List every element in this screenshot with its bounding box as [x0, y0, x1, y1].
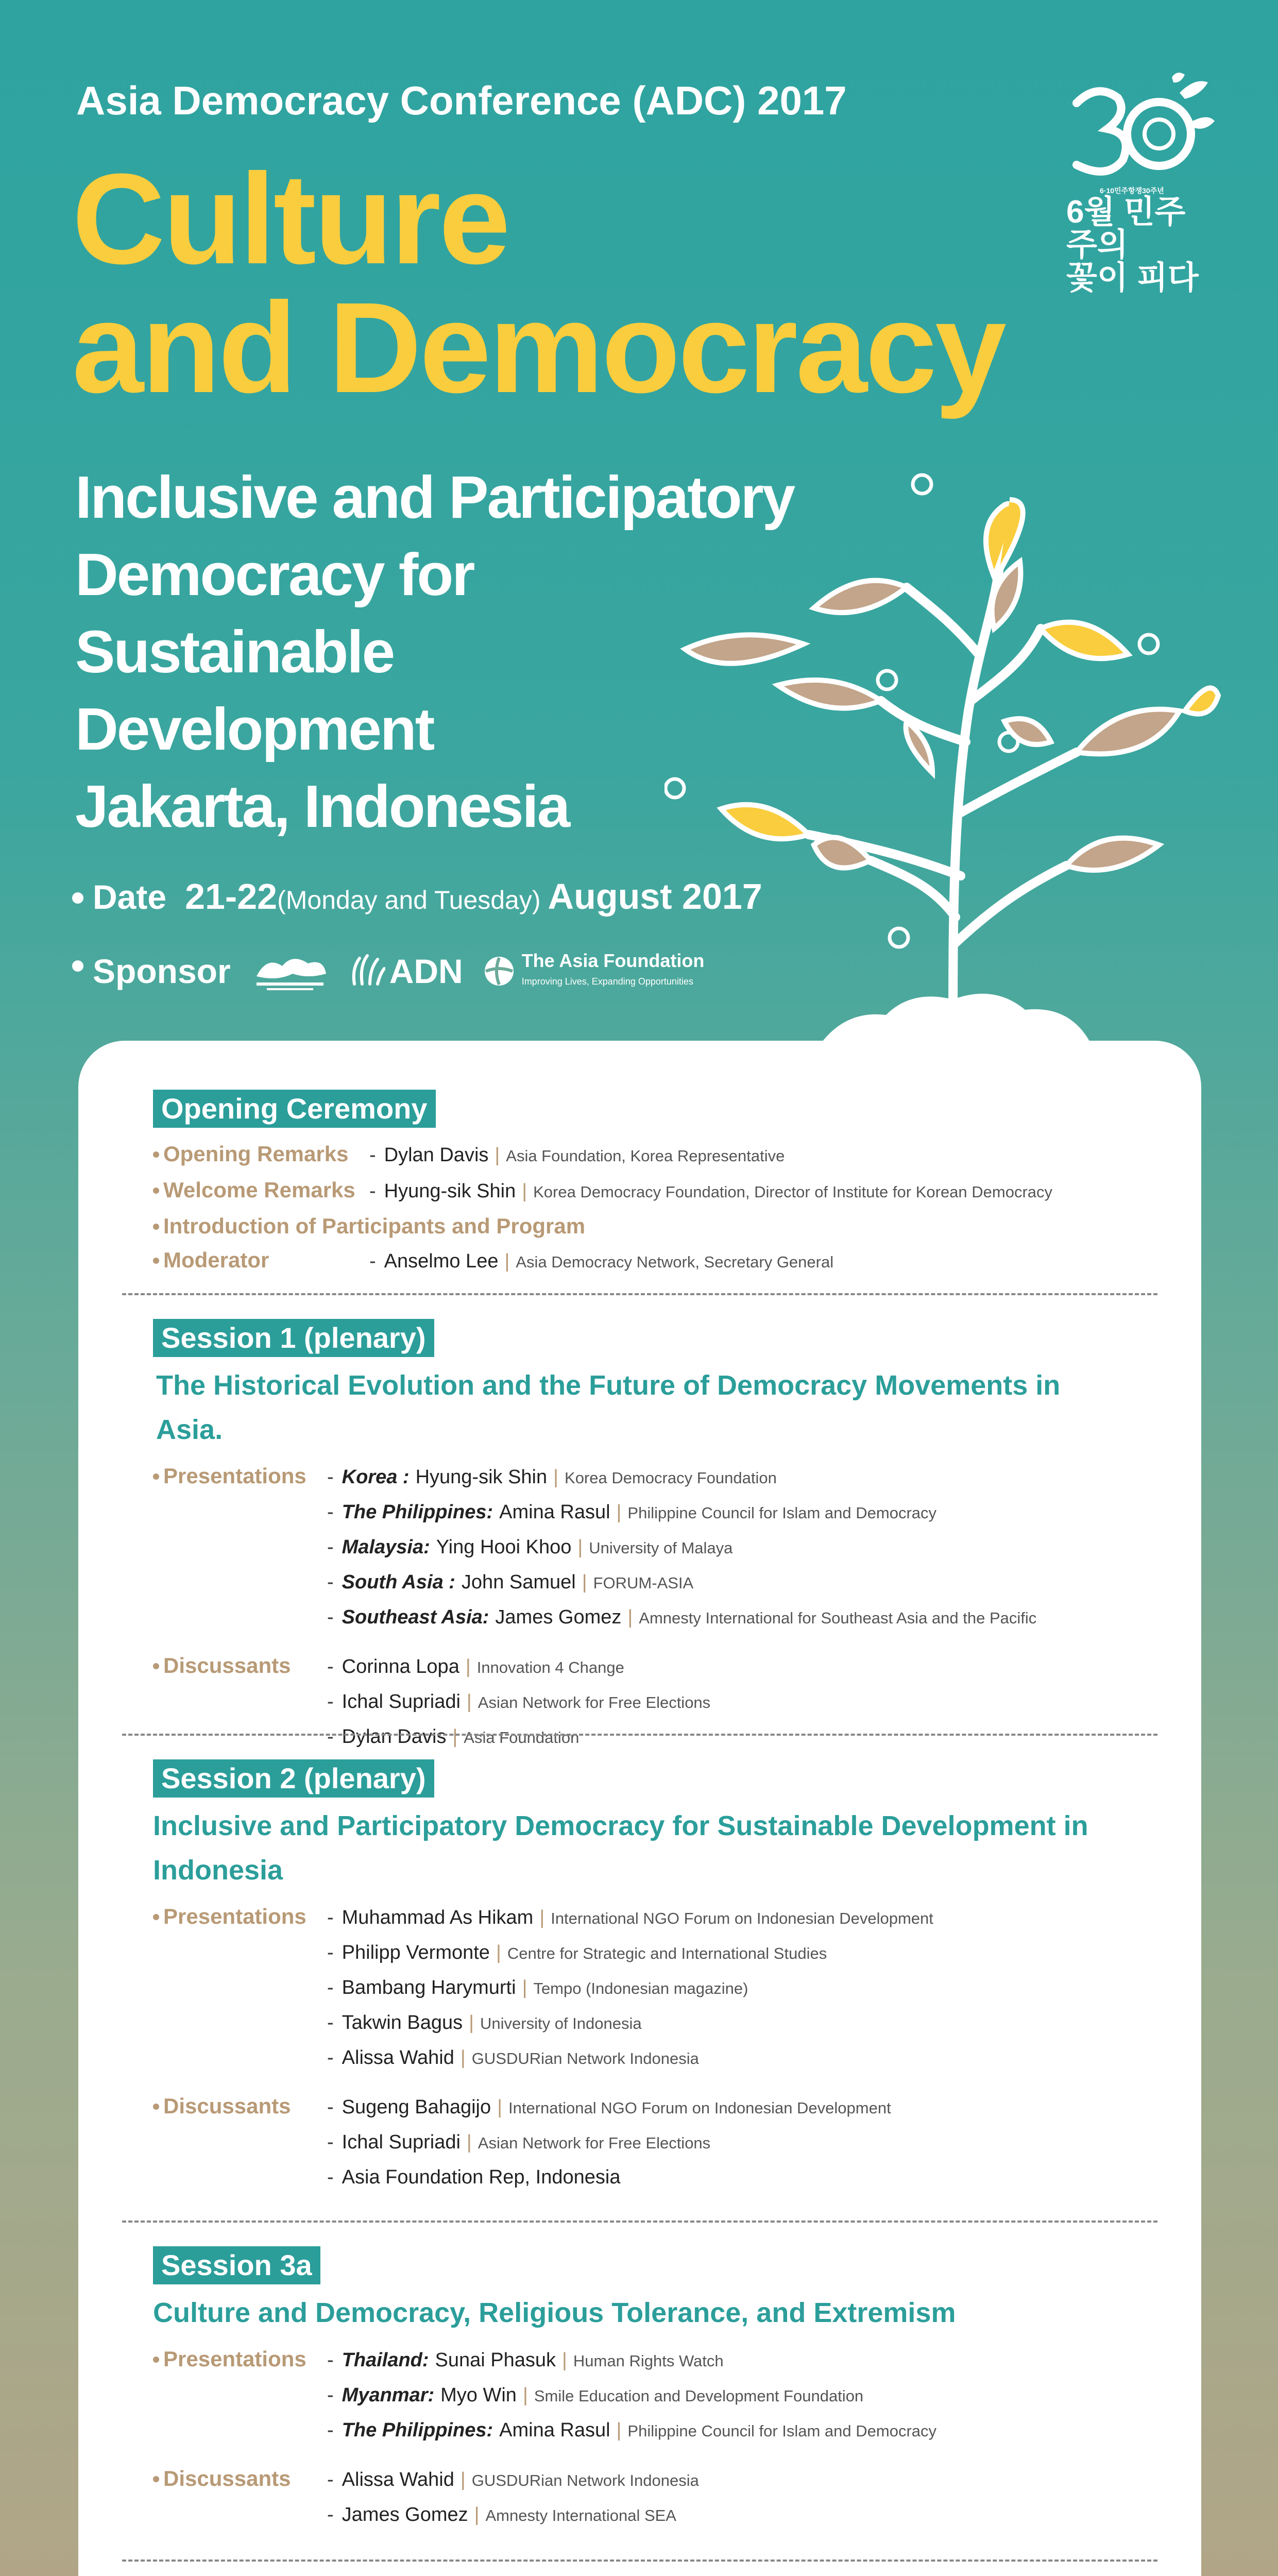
welcome-remarks-label: Welcome Remarks [153, 1173, 369, 1207]
opening-remarks-row: Opening Remarks - Dylan Davis | Asia Foundation, Korea Representative [153, 1137, 1132, 1173]
opening-remarks-label: Opening Remarks [153, 1137, 369, 1171]
welcome-remarks-name: Hyung-sik Shin [384, 1180, 516, 1202]
main-title-line-2: and Democracy [72, 276, 1004, 419]
country-label: Southeast Asia: [342, 1606, 489, 1628]
session-2-title [153, 1804, 1132, 1892]
speaker-name: John Samuel [461, 1571, 576, 1593]
session-3a-tag: Session 3a [153, 2246, 320, 2284]
session-2-discussant-2: - Ichal Supriadi | Asian Network for Free Elections [327, 2131, 711, 2153]
speaker-affiliation: International NGO Forum on Indonesian Development [551, 1909, 933, 1927]
session-1-presentation-4: - South Asia : John Samuel | FORUM-ASIA [327, 1571, 694, 1593]
speaker-name: James Gomez [495, 1606, 622, 1628]
program-card [78, 1041, 1201, 2576]
emblem-line-2: 꽃이 피다 [1066, 260, 1199, 296]
session-2-discussants-label: Discussants [153, 2089, 327, 2123]
subtitle-line-1: Inclusive and Participatory [75, 464, 794, 531]
session-1-presentation-1: - Korea : Hyung-sik Shin | Korea Democracy Foundation [327, 1466, 777, 1488]
session-2-presentation-2: - Philipp Vermonte | Centre for Strategic and International Studies [327, 1942, 827, 1963]
sponsor-label: Sponsor [93, 952, 231, 990]
session-3a-title: Culture and Democracy, Religious Tolerance, and Extremism [153, 2297, 956, 2328]
session-2-presentations [153, 1900, 1132, 2076]
introduction-label: Introduction of Participants and Program [153, 1209, 585, 1243]
adn-logo [349, 952, 463, 991]
divider [122, 2560, 1157, 2562]
thirty-emblem-icon [1061, 72, 1216, 191]
discussant-name: Alissa Wahid [342, 2469, 454, 2490]
discussant-name: Ichal Supriadi [342, 1691, 461, 1713]
date-weekday: (Monday and Tuesday) [277, 886, 541, 914]
moderator-name: Anselmo Lee [384, 1250, 499, 1272]
session-2-tag: Session 2 (plenary) [153, 1759, 434, 1798]
speaker-name: Sunai Phasuk [435, 2349, 556, 2371]
speaker-affiliation: University of Indonesia [480, 2014, 642, 2032]
country-label: The Philippines: [342, 2419, 493, 2441]
emblem-korean-text [1066, 196, 1216, 295]
discussant-name: James Gomez [342, 2504, 468, 2526]
tree-illustration [664, 453, 1221, 1046]
session-3a-discussants-label: Discussants [153, 2462, 327, 2496]
discussant-affiliation: GUSDURian Network Indonesia [471, 2471, 699, 2489]
kdf-mark-icon [251, 951, 329, 992]
session-1-discussant-2: - Ichal Supriadi | Asian Network for Free Elections [327, 1691, 711, 1713]
session-1-presentation-3: - Malaysia: Ying Hooi Khoo | University of Malaya [327, 1536, 733, 1558]
moderator-label: Moderator [153, 1243, 369, 1277]
speaker-affiliation: Tempo (Indonesian magazine) [533, 1979, 748, 1997]
date-line [72, 876, 762, 917]
divider [122, 1734, 1157, 1736]
session-3a-presentations-label: Presentations [153, 2342, 327, 2376]
session-1-discussants-label: Discussants [153, 1649, 327, 1683]
speaker-name: Bambang Harymurti [342, 1977, 516, 1998]
country-label: Korea : [342, 1466, 410, 1488]
speaker-name: Philipp Vermonte [342, 1942, 490, 1963]
session-2-presentation-4: - Takwin Bagus | University of Indonesia [327, 2012, 642, 2033]
opening-remarks-aff: Asia Foundation, Korea Representative [506, 1147, 785, 1165]
discussant-name: Sugeng Bahagijo [342, 2096, 491, 2118]
discussant-affiliation: Innovation 4 Change [476, 1658, 624, 1676]
asia-foundation-name [522, 951, 705, 992]
sponsor-bullet [72, 960, 83, 972]
speaker-name: Amina Rasul [499, 2419, 610, 2441]
discussant-name: Asia Foundation Rep, Indonesia [342, 2166, 621, 2188]
speaker-affiliation: Centre for Strategic and International Studies [507, 1944, 827, 1962]
discussant-name: Ichal Supriadi [342, 2131, 461, 2153]
divider [122, 2221, 1157, 2223]
asia-foundation-icon [484, 956, 515, 987]
date-label: Date [93, 878, 167, 916]
emblem-line-1: 6월 민주주의 [1066, 194, 1186, 263]
session-1-discussant-1: - Corinna Lopa | Innovation 4 Change [327, 1656, 624, 1677]
session-3a-presentations [153, 2342, 1132, 2448]
subtitle-location: Jakarta, Indonesia [75, 773, 569, 840]
discussant-affiliation: Asian Network for Free Elections [478, 2134, 711, 2152]
session-1-discussants [153, 1649, 1132, 1755]
conference-name: Asia Democracy Conference (ADC) 2017 [76, 78, 847, 123]
date-bullet [72, 892, 83, 904]
session-2-title-line-2: Indonesia [153, 1855, 283, 1886]
anniversary-emblem [1061, 72, 1216, 296]
country-label: South Asia : [342, 1571, 455, 1593]
speaker-affiliation: Korea Democracy Foundation [565, 1469, 777, 1487]
opening-ceremony-section [153, 1090, 1132, 1279]
session-2-discussant-1: - Sugeng Bahagijo | International NGO Forum on Indonesian Development [327, 2096, 891, 2118]
session-1-section [153, 1319, 1132, 1755]
discussant-affiliation: International NGO Forum on Indonesian Development [508, 2099, 891, 2117]
discussant-name: Corinna Lopa [342, 1656, 459, 1677]
session-1-presentations-label: Presentations [153, 1459, 327, 1493]
opening-remarks-name: Dylan Davis [384, 1144, 489, 1166]
welcome-remarks-row: Welcome Remarks - Hyung-sik Shin | Korea Democracy Foundation, Director of Institute for Korean Democracy [153, 1173, 1132, 1209]
speaker-name: Takwin Bagus [342, 2012, 463, 2033]
asia-foundation-title: The Asia Foundation [521, 950, 705, 971]
session-1-presentations [153, 1459, 1132, 1635]
session-2-discussants [153, 2089, 1132, 2194]
country-label: The Philippines: [342, 1501, 493, 1523]
session-1-discussant-3: - Dylan Davis | Asia Foundation [327, 1726, 580, 1748]
country-label: Myanmar: [342, 2384, 435, 2406]
speaker-affiliation: Smile Education and Development Foundation [534, 2387, 864, 2405]
welcome-remarks-aff: Korea Democracy Foundation, Director of Institute for Korean Democracy [533, 1183, 1053, 1201]
country-label: Malaysia: [342, 1536, 430, 1558]
date-month: August 2017 [548, 876, 762, 917]
session-3a-presentation-1: - Thailand: Sunai Phasuk | Human Rights Watch [327, 2349, 724, 2371]
discussant-affiliation: Asia Foundation [464, 1728, 580, 1747]
subtitle-line-2: Democracy for Sustainable [75, 541, 474, 685]
session-2-title-line-1: Inclusive and Participatory Democracy for Sustainable Development in [153, 1810, 1088, 1841]
adn-text: ADN [389, 952, 463, 990]
main-title [72, 147, 1004, 419]
speaker-name: Muhammad As Hikam [342, 1907, 534, 1928]
session-2-presentation-5: - Alissa Wahid | GUSDURian Network Indonesia [327, 2047, 699, 2069]
opening-tag: Opening Ceremony [153, 1090, 436, 1128]
moderator-row: Moderator - Anselmo Lee | Asia Democracy Network, Secretary General [153, 1243, 1132, 1279]
speaker-affiliation: Amnesty International for Southeast Asia and the Pacific [639, 1609, 1037, 1627]
speaker-name: Alissa Wahid [342, 2047, 454, 2069]
session-2-presentation-3: - Bambang Harymurti | Tempo (Indonesian magazine) [327, 1977, 748, 1998]
session-1-presentation-2: - The Philippines: Amina Rasul | Philippine Council for Islam and Democracy [327, 1501, 937, 1523]
speaker-name: Myo Win [440, 2384, 517, 2406]
adn-hands-icon [349, 953, 385, 989]
country-label: Thailand: [342, 2349, 429, 2371]
session-2-presentations-label: Presentations [153, 1900, 327, 1934]
session-3a-discussants [153, 2462, 1132, 2533]
session-3a-section [153, 2246, 1132, 2533]
sponsor-line [72, 951, 704, 992]
date-days: 21-22 [185, 876, 278, 917]
main-title-line-1: Culture [72, 147, 508, 291]
session-3a-presentation-3: - The Philippines: Amina Rasul | Philippine Council for Islam and Democracy [327, 2419, 937, 2441]
session-2-presentation-1: - Muhammad As Hikam | International NGO Forum on Indonesian Development [327, 1907, 933, 1928]
introduction-row [153, 1209, 1132, 1243]
session-1-presentation-5: - Southeast Asia: James Gomez | Amnesty International for Southeast Asia and the Pacific [327, 1606, 1037, 1628]
session-1-tag: Session 1 (plenary) [153, 1319, 434, 1357]
speaker-name: Hyung-sik Shin [415, 1466, 548, 1488]
asia-foundation-logo [484, 951, 705, 992]
subtitle-line-3: Development [75, 696, 434, 762]
divider [122, 1293, 1157, 1295]
speaker-affiliation: Philippine Council for Islam and Democracy [627, 2422, 937, 2440]
session-1-title: The Historical Evolution and the Future of Democracy Movements in Asia. [156, 1370, 1061, 1445]
session-2-section [153, 1759, 1132, 2194]
discussant-affiliation: Asian Network for Free Elections [478, 1693, 711, 1711]
speaker-name: Amina Rasul [499, 1501, 610, 1523]
session-3a-presentation-2: - Myanmar: Myo Win | Smile Education and Development Foundation [327, 2384, 864, 2406]
speaker-affiliation: Philippine Council for Islam and Democracy [627, 1504, 937, 1522]
kdf-logo [251, 951, 329, 992]
discussant-name: Dylan Davis [342, 1726, 447, 1748]
speaker-affiliation: FORUM-ASIA [593, 1574, 694, 1592]
session-3a-discussant-2: - James Gomez | Amnesty International SEA [327, 2504, 676, 2526]
emblem-caption: 6·10민주항쟁30주년 [1100, 187, 1164, 195]
session-3a-discussant-1: - Alissa Wahid | GUSDURian Network Indonesia [327, 2469, 699, 2490]
speaker-name: Ying Hooi Khoo [436, 1536, 572, 1558]
discussant-affiliation: Amnesty International SEA [485, 2506, 676, 2524]
speaker-affiliation: GUSDURian Network Indonesia [471, 2049, 699, 2067]
speaker-affiliation: Human Rights Watch [573, 2352, 724, 2370]
asia-foundation-tagline: Improving Lives, Expanding Opportunities [521, 976, 693, 987]
speaker-affiliation: University of Malaya [589, 1539, 733, 1557]
moderator-aff: Asia Democracy Network, Secretary General [516, 1253, 834, 1271]
session-2-discussant-3: - Asia Foundation Rep, Indonesia [327, 2166, 621, 2188]
